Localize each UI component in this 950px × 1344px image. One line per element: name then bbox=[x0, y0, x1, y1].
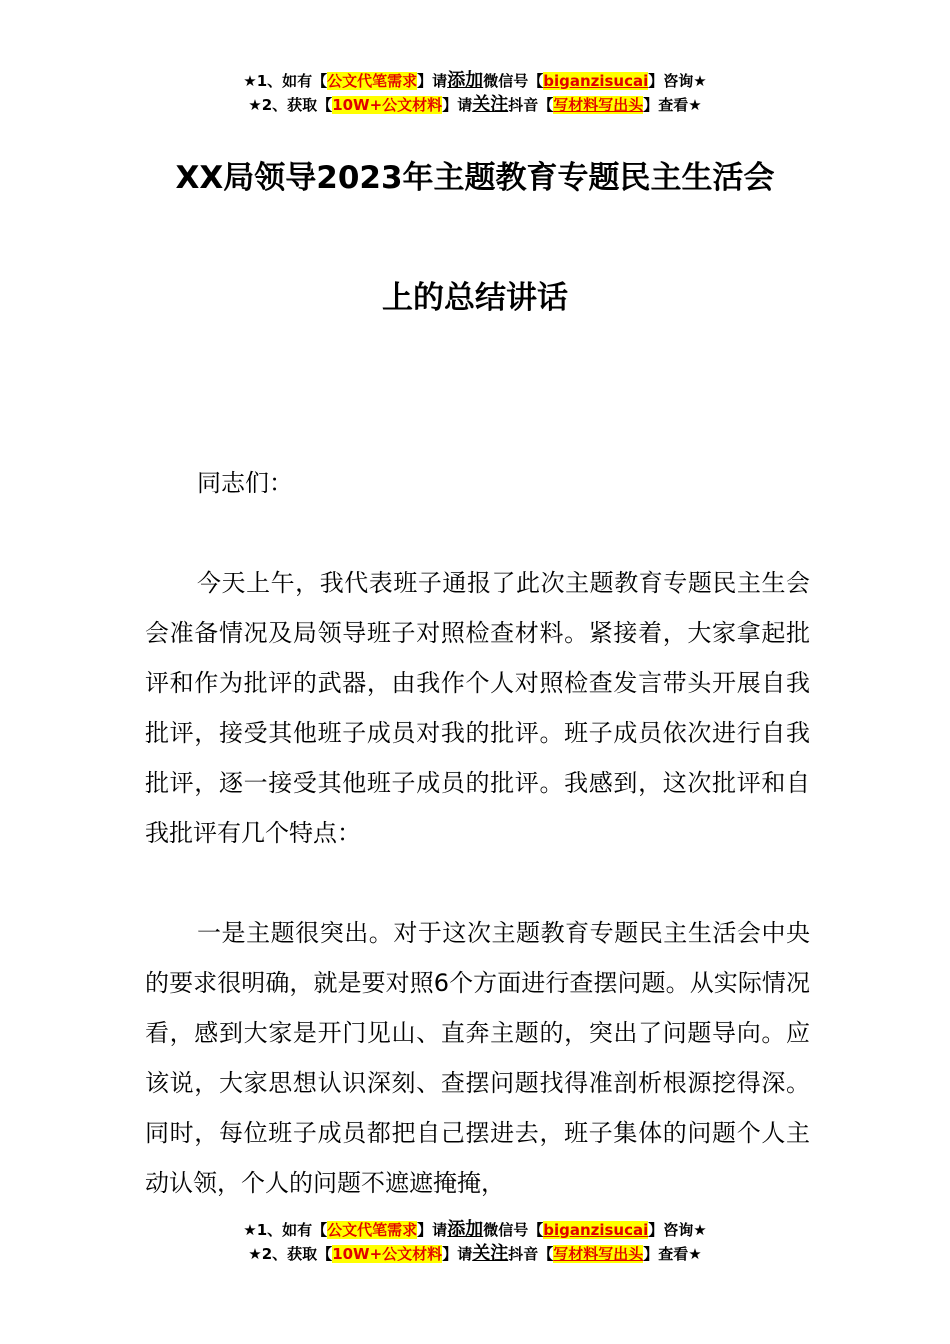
paragraph: 今天上午，我代表班子通报了此次主题教育专题民主生会会准备情况及局领导班子对照检查材料。紧接着，大家拿起批评和作为批评的武器，由我作个人对照检查发言带头开展自我批评，接受其他班子成员对我的批评。班子成员依次进行自我批评，逐一接受其他班子成员的批评。我感到，这次批评和自我批评有几个特点： bbox=[145, 569, 810, 847]
banner-text: 】查看★ bbox=[643, 96, 702, 114]
document-title-line-1: XX局领导2023年主题教育专题民主生活会 bbox=[175, 160, 775, 196]
banner-highlight: 10W+公文材料 bbox=[332, 96, 443, 114]
banner-text: 】请 bbox=[442, 1245, 473, 1263]
banner-douyin-id: 写材料写出头 bbox=[553, 1245, 644, 1263]
banner-text: ★1、如有【 bbox=[243, 1221, 328, 1239]
salutation: 同志们： bbox=[197, 469, 293, 497]
banner-text: 抖音【 bbox=[508, 1245, 554, 1263]
banner-emphasis: 添加 bbox=[447, 70, 484, 91]
promo-banner-bottom bbox=[0, 1218, 950, 1266]
banner-emphasis: 关注 bbox=[472, 94, 509, 115]
banner-douyin-id: 写材料写出头 bbox=[553, 96, 644, 114]
banner-wechat-id: biganzisucai bbox=[543, 1221, 649, 1239]
banner-text: 】咨询★ bbox=[648, 1221, 707, 1239]
banner-line-2 bbox=[0, 93, 950, 117]
banner-highlight: 公文代笔需求 bbox=[327, 72, 418, 90]
document-title-line-2: 上的总结讲话 bbox=[382, 280, 568, 316]
paragraph: 一是主题很突出。对于这次主题教育专题民主生活会中央的要求很明确，就是要对照6个方面进行查摆问题。从实际情况看，感到大家是开门见山、直奔主题的，突出了问题导向。应该说，大家思想认识深刻、查摆问题找得准剖析根源挖得深。同时，每位班子成员都把自己摆进去，班子集体的问题个人主动认领，个人的问题不遮遮掩掩， bbox=[145, 919, 810, 1197]
banner-text: 】咨询★ bbox=[648, 72, 707, 90]
banner-emphasis: 关注 bbox=[472, 1243, 509, 1264]
banner-wechat-id: biganzisucai bbox=[543, 72, 649, 90]
document-body bbox=[145, 458, 810, 1208]
banner-text: 抖音【 bbox=[508, 96, 554, 114]
banner-line-1 bbox=[0, 1218, 950, 1242]
banner-text: 】查看★ bbox=[643, 1245, 702, 1263]
banner-text: 微信号【 bbox=[483, 1221, 544, 1239]
banner-text: ★2、获取【 bbox=[248, 1245, 333, 1263]
banner-line-2 bbox=[0, 1242, 950, 1266]
banner-line-1 bbox=[0, 69, 950, 93]
banner-text: ★1、如有【 bbox=[243, 72, 328, 90]
banner-text: ★2、获取【 bbox=[248, 96, 333, 114]
banner-text: 】请 bbox=[442, 96, 473, 114]
banner-highlight: 公文代笔需求 bbox=[327, 1221, 418, 1239]
banner-highlight: 10W+公文材料 bbox=[332, 1245, 443, 1263]
promo-banner-top bbox=[0, 69, 950, 117]
banner-text: 】请 bbox=[417, 72, 448, 90]
banner-text: 微信号【 bbox=[483, 72, 544, 90]
banner-text: 】请 bbox=[417, 1221, 448, 1239]
banner-emphasis: 添加 bbox=[447, 1219, 484, 1240]
